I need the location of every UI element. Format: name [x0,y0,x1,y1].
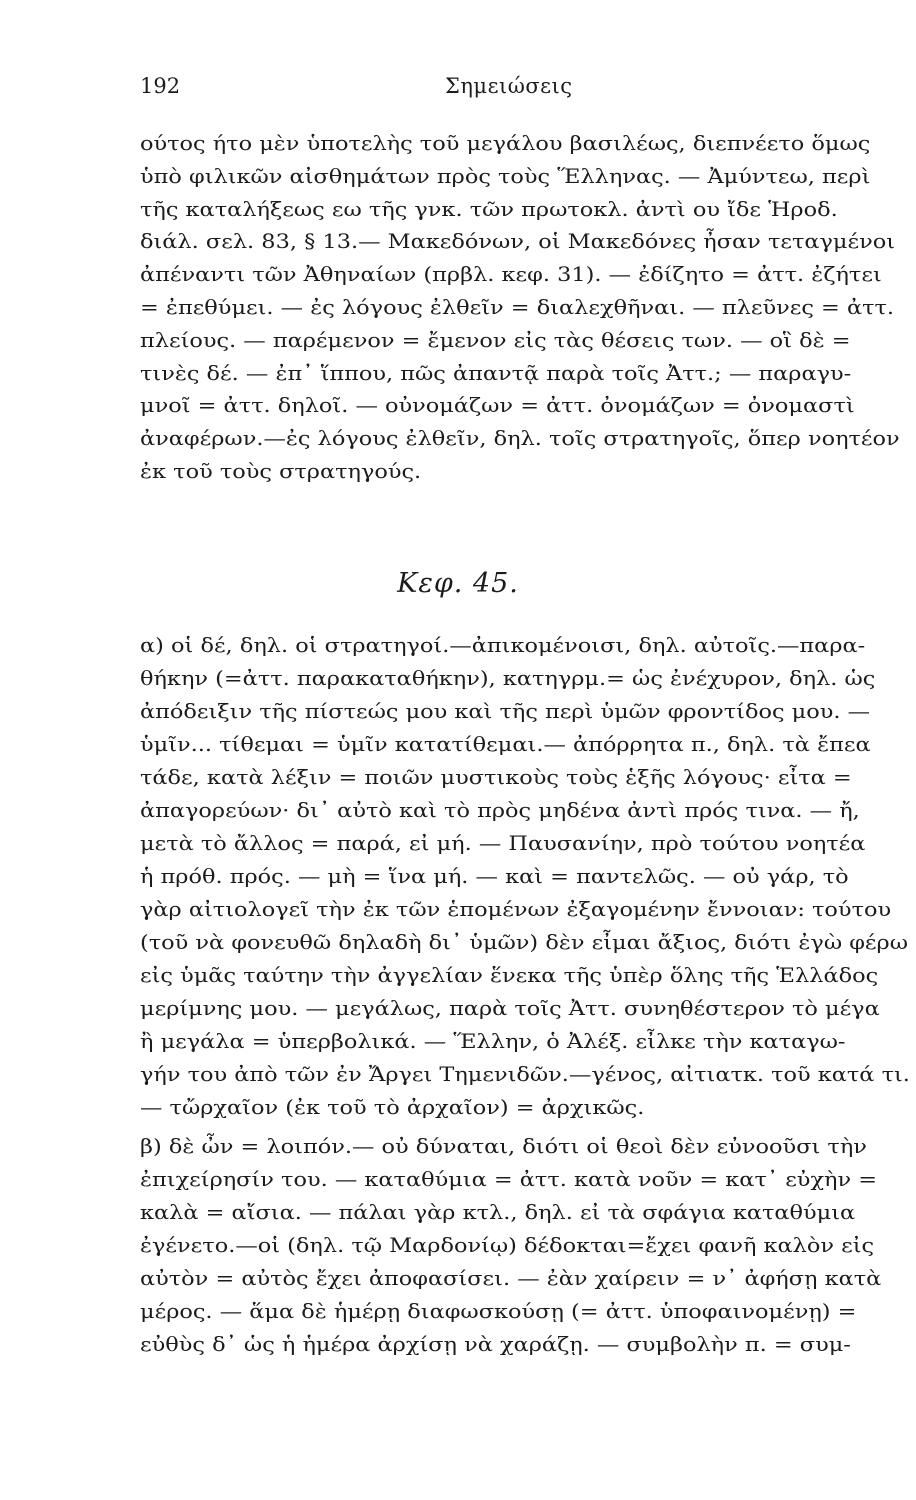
text-line: ἀπόδειξιν τῆς πίστεώς μου καὶ τῆς περὶ ὑμῶν φροντίδος μου. — [140,700,871,723]
text-line: ἀπέναντι τῶν Ἀθηναίων (πρβλ. κεφ. 31). — ἐδίζητο = ἀττ. ἐζήτει [140,263,882,287]
notes-paragraph-alpha [140,629,912,1124]
notes-paragraph-beta [140,1130,912,1361]
chapter-heading: Κεφ. 45. [397,568,519,599]
text-line: ὑμῖν... τίθεμαι = ὑμῖν κατατίθεμαι.— ἀπόρρητα π., δηλ. τὰ ἔπεα [140,733,871,756]
page-number: 192 [140,74,181,98]
text-line: διάλ. σελ. 83, § 13.— Μακεδόνων, οἱ Μακεδόνες ἦσαν τεταγμένοι [140,230,896,254]
text-line: ἐπιχείρησίν του. — καταθύμια = ἀττ. κατὰ νοῦν = κατ᾽ εὐχὴν = [140,1168,878,1191]
text-line: ἡ πρόθ. πρός. — μὴ = ἵνα μή. — καὶ = παντελῶς. — οὐ γάρ, τὸ [140,865,849,888]
text-line: τῆς καταλήξεως εω τῆς γνκ. τῶν πρωτοκλ. ἀντὶ ου ἴδε Ἡροδ. [140,197,838,221]
text-line: ἀναφέρων.—ἐς λόγους ἐλθεῖν, δηλ. τοῖς στρατηγοῖς, ὅπερ νοητέον [140,427,900,451]
text-line: — τὤρχαῖον (ἐκ τοῦ τὸ ἀρχαῖον) = ἀρχικῶς. [140,1096,645,1119]
text-line: γήν του ἀπὸ τῶν ἐν Ἄργει Τημενιδῶν.—γένος, αἰτιατκ. τοῦ κατά τι. [140,1063,910,1086]
text-line: εὐθὺς δ᾽ ὡς ἡ ἡμέρα ἀρχίσῃ νὰ χαράζῃ. — συμβολὴν π. = συμ- [140,1333,851,1356]
text-line: ἀπαγορεύων· δι᾽ αὐτὸ καὶ τὸ πρὸς μηδένα ἀντὶ πρός τινα. — ἤ, [140,799,860,822]
text-line: θήκην (=ἀττ. παρακαταθήκην), κατηγρμ.= ὡς ἐνέχυρον, δηλ. ὡς [140,667,876,690]
text-line: ούτος ήτο μὲν ὑποτελὴς τοῦ μεγάλου βασιλέως, διεπνέετο ὅμως [140,132,871,155]
text-line: γὰρ αἰτιολογεῖ τὴν ἐκ τῶν ἑπομένων ἐξαγομένην ἔννοιαν: τούτου [140,898,892,921]
text-line: α) οἱ δέ, δηλ. οἱ στρατηγοί.—ἀπικομένοισι, δηλ. αὐτοῖς.—παρα- [140,634,866,657]
text-line: β) δὲ ὦν = λοιπόν.— οὐ δύναται, διότι οἱ θεοὶ δὲν εὐνοοῦσι τὴν [140,1135,867,1158]
text-line: μετὰ τὸ ἄλλος = παρά, εἰ μή. — Παυσανίην, πρὸ τούτου νοητέα [140,832,866,855]
text-line: = ἐπεθύμει. — ἐς λόγους ἐλθεῖν = διαλεχθῆναι. — πλεῦνες = ἀττ. [140,295,895,319]
page-header [140,74,896,108]
text-line: ἢ μεγάλα = ὑπερβολικά. — Ἕλλην, ὁ Ἀλέξ. εἶλκε τὴν καταγω- [140,1030,846,1053]
notes-paragraph-1 [140,128,912,489]
text-line: ἐκ τοῦ τοὺς στρατηγούς. [140,459,422,483]
running-title: Σημειώσεις [445,74,573,98]
text-line: μέρος. — ἅμα δὲ ἡμέρῃ διαφωσκούσῃ (= ἀττ. ὑποφαινομένῃ) = [140,1300,857,1323]
text-line: πλείους. — παρέμενον = ἔμενον εἰς τὰς θέσεις των. — οἳ δὲ = [140,328,851,352]
text-line: τινὲς δέ. — ἐπ᾽ ἵππου, πῶς ἀπαντᾷ παρὰ τοῖς Ἀττ.; — παραγυ- [140,361,852,385]
text-line: αὐτὸν = αὐτὸς ἔχει ἀποφασίσει. — ἐὰν χαίρειν = ν᾽ ἀφήσῃ κατὰ [140,1267,882,1290]
text-line: τάδε, κατὰ λέξιν = ποιῶν μυστικοὺς τοὺς ἑξῆς λόγους· εἶτα = [140,766,852,789]
text-line: εἰς ὑμᾶς ταύτην τὴν ἀγγελίαν ἕνεκα τῆς ὑπὲρ ὅλης τῆς Ἑλλάδος [140,964,879,987]
text-line: καλὰ = αἴσια. — πάλαι γὰρ κτλ., δηλ. εἰ τὰ σφάγια καταθύμια [140,1201,856,1224]
text-line: μερίμνης μου. — μεγάλως, παρὰ τοῖς Ἀττ. συνηθέστερον τὸ μέγα [140,997,880,1020]
text-line: ὑπὸ φιλικῶν αἰσθημάτων πρὸς τοὺς Ἕλληνας. — Ἀμύντεω, περὶ [140,164,871,188]
text-line: (τοῦ νὰ φονευθῶ δηλαδὴ δι᾽ ὑμῶν) δὲν εἶμαι ἄξιος, διότι ἐγὼ φέρω [140,931,909,954]
text-line: μνοῖ = ἀττ. δηλοῖ. — οὐνομάζων = ἀττ. ὀνομάζων = ὀνομαστὶ [140,394,855,418]
text-line: ἐγένετο.—οἱ (δηλ. τῷ Μαρδονίῳ) δέδοκται=ἔχει φανῆ καλὸν εἰς [140,1234,875,1257]
